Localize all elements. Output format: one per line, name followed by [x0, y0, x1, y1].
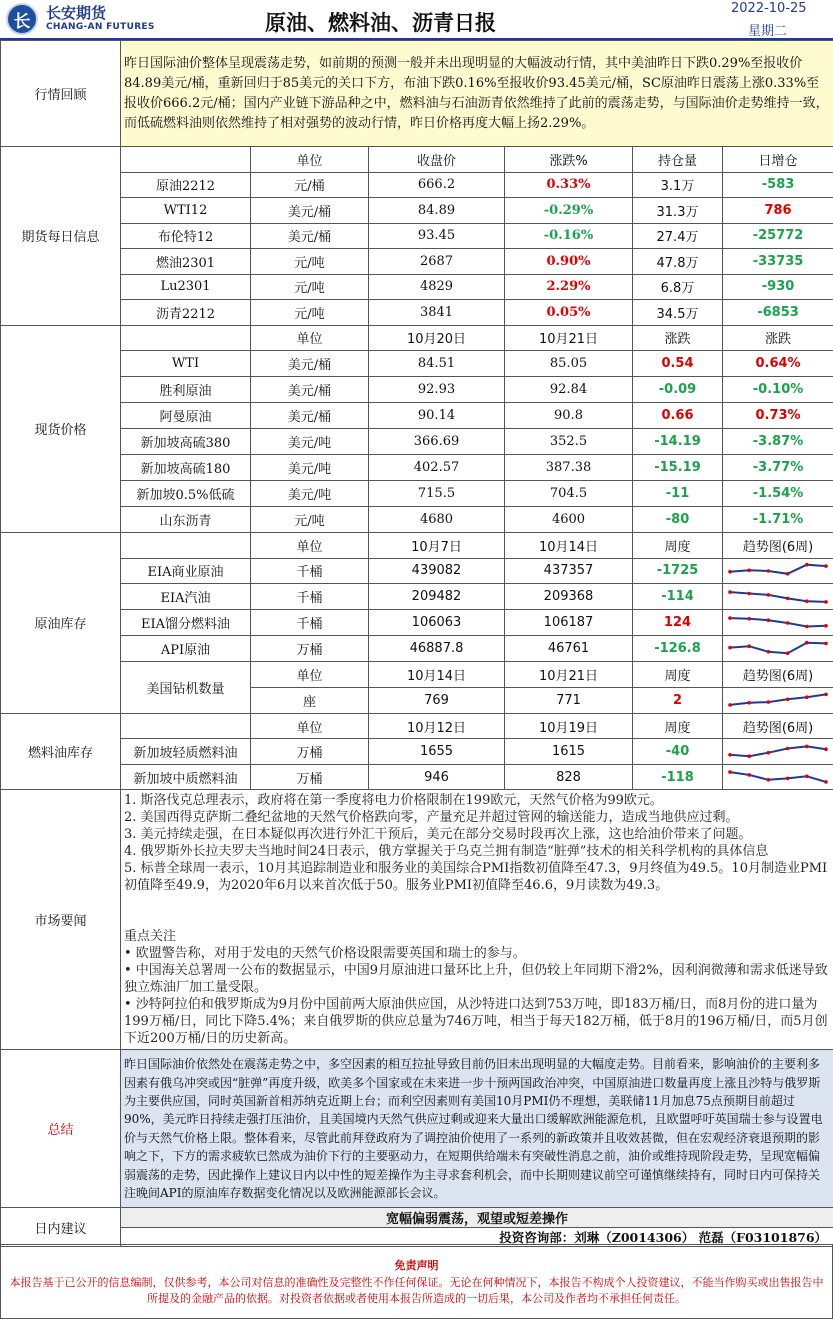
fuel-inventory-d2: 1615 [505, 739, 633, 765]
table-row [1, 610, 833, 636]
futures-change-pct: 0.05% [505, 300, 633, 326]
spot-change-pct: -1.71% [723, 506, 833, 532]
futures-open-interest: 34.5万 [633, 300, 723, 326]
sparkline-point [824, 780, 828, 784]
sparkline-point [805, 641, 809, 645]
sparkline-point [786, 777, 790, 781]
inventory-trend-sparkline [726, 560, 830, 582]
inventory-unit: 万桶 [251, 636, 369, 662]
report-date: 2022-10-25 [731, 1, 807, 16]
section-label-review: 行情回顾 [1, 41, 121, 147]
sparkline-point [786, 746, 790, 750]
column-header: 单位 [251, 532, 369, 558]
section-label-futures: 期货每日信息 [1, 147, 121, 326]
rig-weekly-change: 2 [633, 687, 723, 713]
futures-daily-oi-change: -930 [723, 274, 833, 300]
futures-close: 4829 [369, 274, 505, 300]
inventory-unit: 千桶 [251, 584, 369, 610]
sparkline-point [728, 616, 732, 620]
section-label-fuel-inventory: 燃料油库存 [1, 713, 121, 790]
fuel-inventory-weekly-change: -40 [633, 739, 723, 765]
spot-price-d2: 90.8 [505, 403, 633, 429]
column-header: 涨跌 [723, 325, 833, 351]
inventory-trend-sparkline [726, 612, 830, 634]
rig-d2: 771 [505, 687, 633, 713]
futures-unit: 美元/桶 [251, 198, 369, 224]
sparkline-point [767, 650, 771, 654]
column-header: 10月21日 [505, 325, 633, 351]
inventory-unit: 千桶 [251, 558, 369, 584]
spot-change: -11 [633, 480, 723, 506]
table-row [1, 249, 833, 275]
futures-close: 93.45 [369, 223, 505, 249]
futures-daily-oi-change: 786 [723, 198, 833, 224]
sparkline-point [747, 592, 751, 596]
table-row [1, 403, 833, 429]
futures-name: 燃油2301 [121, 249, 251, 275]
table-row [1, 300, 833, 326]
spot-price-d2: 92.84 [505, 377, 633, 403]
inventory-trend-cell [723, 558, 833, 584]
sparkline-point [728, 753, 732, 757]
sparkline-point [824, 747, 828, 751]
column-header: 10月14日 [369, 662, 505, 688]
table-row [1, 1050, 833, 1208]
inventory-weekly-change: -1725 [633, 558, 723, 584]
inventory-name: API原油 [121, 636, 251, 662]
column-header: 10月7日 [369, 532, 505, 558]
empty-header-cell [121, 713, 251, 739]
spot-change: 0.54 [633, 351, 723, 377]
sparkline-point [728, 704, 732, 708]
spot-unit: 元/吨 [251, 506, 369, 532]
futures-open-interest: 6.8万 [633, 274, 723, 300]
sparkline-line [730, 592, 826, 602]
inventory-unit: 千桶 [251, 610, 369, 636]
sparkline-line [730, 746, 826, 756]
sparkline-point [747, 644, 751, 648]
table-row [1, 351, 833, 377]
fuel-inventory-trend-cell [723, 764, 833, 790]
spot-unit: 美元/吨 [251, 480, 369, 506]
column-header: 单位 [251, 662, 369, 688]
inventory-d1: 46887.8 [369, 636, 505, 662]
table-row [1, 429, 833, 455]
spot-name: 新加坡高硫380 [121, 429, 251, 455]
report-title: 原油、燃料油、沥青日报 [265, 11, 496, 35]
futures-close: 666.2 [369, 172, 505, 198]
disclaimer-text: 本报告基于已公开的信息编制，仅供参考，本公司对信息的准确性及完整性不作任何保证。无论在何种情况下，本报告不构成个人投资建议，不能当作购买或出售报告中所提及的金融产品的依据。对投资者依据或者使用本报告所造成的一切后果，本公司及作者均不承担任何责任。 [9, 1276, 824, 1305]
futures-close: 3841 [369, 300, 505, 326]
sparkline-point [824, 624, 828, 628]
sparkline-point [805, 775, 809, 779]
company-name-cn: 长安期货 [46, 4, 107, 22]
spot-name: 阿曼原油 [121, 403, 251, 429]
section-label-advice: 日内建议 [1, 1208, 121, 1247]
focus-item: • 沙特阿拉伯和俄罗斯成为9月份中国前两大原油供应国，从沙特进口达到753万吨，即183万桶/日，而8月份的进口量为199万桶/日，同比下降5.4%；来自俄罗斯的供应总量为746万吨，相当于每天182万桶，低于8月的196万桶/日，而5月创下近200万桶/日的历史新高。 [124, 997, 828, 1047]
fuel-inventory-d2: 828 [505, 764, 633, 790]
sparkline-point [767, 593, 771, 597]
spot-change: 0.66 [633, 403, 723, 429]
column-header: 趋势图(6周) [723, 662, 833, 688]
column-header: 单位 [251, 325, 369, 351]
rig-trend-sparkline [726, 689, 830, 711]
futures-name: WTI12 [121, 198, 251, 224]
rig-unit: 座 [251, 687, 369, 713]
section-label-crude-inventory: 原油库存 [1, 532, 121, 713]
table-row [1, 198, 833, 224]
futures-close: 84.89 [369, 198, 505, 224]
spot-unit: 美元/吨 [251, 454, 369, 480]
sparkline-point [786, 596, 790, 600]
news-item: 3. 美元持续走强，在日本疑似再次进行外汇干预后，美元在部分交易时段再次上涨，这也给油价带来了问题。 [124, 827, 752, 843]
sparkline-point [728, 770, 732, 774]
table-row [1, 147, 833, 173]
rig-trend-cell [723, 687, 833, 713]
spot-price-d1: 715.5 [369, 480, 505, 506]
column-header: 10月20日 [369, 325, 505, 351]
inventory-name: EIA汽油 [121, 584, 251, 610]
spot-price-d1: 366.69 [369, 429, 505, 455]
futures-unit: 元/吨 [251, 274, 369, 300]
sparkline-point [805, 563, 809, 567]
sparkline-point [786, 651, 790, 655]
spot-change-pct: -0.10% [723, 377, 833, 403]
table-row [1, 790, 833, 1050]
spot-price-d2: 352.5 [505, 429, 633, 455]
fuel-inventory-unit: 万桶 [251, 764, 369, 790]
spot-change: -80 [633, 506, 723, 532]
sparkline-point [786, 698, 790, 702]
sparkline-point [805, 696, 809, 700]
spot-unit: 美元/桶 [251, 377, 369, 403]
spot-change-pct: 0.64% [723, 351, 833, 377]
futures-name: 原油2212 [121, 172, 251, 198]
news-item: 2. 美国西得克萨斯二叠纪盆地的天然气价格跌向零，产量充足并超过管网的输送能力，造成当地供应过剩。 [124, 810, 739, 826]
spot-unit: 美元/桶 [251, 351, 369, 377]
sparkline-point [767, 618, 771, 622]
spot-price-d2: 4600 [505, 506, 633, 532]
focus-item: • 中国海关总署周一公布的数据显示，中国9月原油进口量环比上升，但仍较上年同期下滑2%，因利润微薄和需求低迷导致独立炼油厂加工量受限。 [124, 963, 828, 996]
column-header: 周度 [633, 713, 723, 739]
inventory-trend-sparkline [726, 586, 830, 608]
table-row [1, 480, 833, 506]
sparkline-point [747, 568, 751, 572]
sparkline-point [805, 599, 809, 603]
spot-change-pct: 0.73% [723, 403, 833, 429]
spot-name: 山东沥青 [121, 506, 251, 532]
sparkline-point [824, 693, 828, 697]
spot-change-pct: -3.87% [723, 429, 833, 455]
table-row [1, 223, 833, 249]
empty-header-cell [121, 325, 251, 351]
sparkline-line [730, 772, 826, 782]
spot-price-d2: 85.05 [505, 351, 633, 377]
inventory-d1: 209482 [369, 584, 505, 610]
inventory-trend-cell [723, 636, 833, 662]
fuel-inventory-name: 新加坡轻质燃料油 [121, 739, 251, 765]
sparkline-point [786, 572, 790, 576]
spot-unit: 美元/桶 [251, 403, 369, 429]
futures-change-pct: -0.16% [505, 223, 633, 249]
futures-unit: 元/吨 [251, 249, 369, 275]
table-row [1, 274, 833, 300]
sparkline-point [728, 570, 732, 574]
news-spacer [124, 894, 830, 928]
sparkline-point [747, 754, 751, 758]
disclaimer-title: 免责声明 [394, 1259, 439, 1272]
futures-daily-oi-change: -6853 [723, 300, 833, 326]
fuel-inventory-trend-cell [723, 739, 833, 765]
news-item: 1. 斯洛伐克总理表示，政府将在第一季度将电力价格限制在199欧元，天然气价格为99欧元。 [124, 793, 663, 809]
spot-unit: 美元/吨 [251, 429, 369, 455]
column-header: 周度 [633, 662, 723, 688]
spot-change: -14.19 [633, 429, 723, 455]
column-header: 10月21日 [505, 662, 633, 688]
futures-unit: 美元/桶 [251, 223, 369, 249]
futures-open-interest: 3.1万 [633, 172, 723, 198]
sparkline-line [730, 618, 826, 626]
disclaimer [0, 1244, 833, 1319]
sparkline-point [824, 564, 828, 568]
inventory-d1: 106063 [369, 610, 505, 636]
futures-name: 沥青2212 [121, 300, 251, 326]
futures-open-interest: 27.4万 [633, 223, 723, 249]
spot-price-d1: 402.57 [369, 454, 505, 480]
futures-change-pct: 0.90% [505, 249, 633, 275]
column-header: 趋势图(6周) [723, 532, 833, 558]
column-header: 10月19日 [505, 713, 633, 739]
spot-name: 新加坡0.5%低硫 [121, 480, 251, 506]
company-name-en: CHANG-AN FUTURES [46, 22, 155, 32]
section-label-spot: 现货价格 [1, 325, 121, 532]
futures-change-pct: -0.29% [505, 198, 633, 224]
column-header: 日增仓 [723, 147, 833, 173]
column-header: 收盘价 [369, 147, 505, 173]
sparkline-point [767, 569, 771, 573]
spot-price-d1: 84.51 [369, 351, 505, 377]
section-label-news: 市场要闻 [1, 790, 121, 1050]
sparkline-point [824, 600, 828, 604]
futures-open-interest: 31.3万 [633, 198, 723, 224]
column-header: 10月14日 [505, 532, 633, 558]
fuel-inventory-d1: 946 [369, 764, 505, 790]
rig-count-name: 美国钻机数量 [121, 662, 251, 714]
news-item: 4. 俄罗斯外长拉夫罗夫当地时间24日表示，俄方掌握关于乌克兰拥有制造“脏弹”技术的相关科学机构的具体信息 [124, 844, 769, 860]
spot-change-pct: -3.77% [723, 454, 833, 480]
fuel-inventory-name: 新加坡中质燃料油 [121, 764, 251, 790]
column-header: 单位 [251, 147, 369, 173]
sparkline-line [730, 695, 826, 706]
inventory-weekly-change: -126.8 [633, 636, 723, 662]
fuel-inventory-trend-sparkline [726, 741, 830, 763]
futures-close: 2687 [369, 249, 505, 275]
futures-unit: 元/桶 [251, 172, 369, 198]
table-row [1, 713, 833, 739]
inventory-d2: 209368 [505, 584, 633, 610]
spot-price-d1: 4680 [369, 506, 505, 532]
sparkline-point [805, 624, 809, 628]
fuel-inventory-weekly-change: -118 [633, 764, 723, 790]
inventory-trend-cell [723, 584, 833, 610]
spot-price-d1: 90.14 [369, 403, 505, 429]
column-header: 单位 [251, 713, 369, 739]
sparkline-point [767, 701, 771, 705]
fuel-inventory-trend-sparkline [726, 766, 830, 788]
empty-header-cell [121, 532, 251, 558]
table-row [1, 764, 833, 790]
table-row [1, 558, 833, 584]
report-header [0, 0, 833, 40]
fuel-inventory-d1: 1655 [369, 739, 505, 765]
inventory-trend-sparkline [726, 638, 830, 660]
inventory-name: EIA商业原油 [121, 558, 251, 584]
table-row [1, 636, 833, 662]
inventory-d2: 106187 [505, 610, 633, 636]
futures-open-interest: 47.8万 [633, 249, 723, 275]
sparkline-point [767, 778, 771, 782]
futures-daily-oi-change: -25772 [723, 223, 833, 249]
spot-change: -0.09 [633, 377, 723, 403]
analyst-info: 投资咨询部：刘琳（Z0014306） 范磊（F03101876） [121, 1228, 833, 1247]
focus-title: 重点关注 [124, 929, 177, 945]
futures-change-pct: 2.29% [505, 274, 633, 300]
futures-name: 布伦特12 [121, 223, 251, 249]
company-logo-icon: 长 [6, 3, 38, 35]
sparkline-line [730, 565, 826, 574]
focus-item: • 欧盟警告称，对用于发电的天然气价格设限需要英国和瑞士的参与。 [124, 946, 526, 962]
table-row [1, 377, 833, 403]
sparkline-point [747, 701, 751, 705]
table-row [1, 1208, 833, 1228]
spot-price-d2: 704.5 [505, 480, 633, 506]
sparkline-point [786, 621, 790, 625]
sparkline-point [805, 744, 809, 748]
inventory-name: EIA馏分燃料油 [121, 610, 251, 636]
news-item: 5. 标普全球周一表示，10月其追踪制造业和服务业的美国综合PMI指数初值降至47.3，9月终值为49.5。10月制造业PMI初值降至49.9，为2020年6月以来首次低于50。服务业PMI初值降至46.6，9月读数为49.3。 [124, 861, 828, 894]
column-header: 持仓量 [633, 147, 723, 173]
table-row [1, 172, 833, 198]
report-weekday: 星期二 [748, 24, 788, 39]
sparkline-point [767, 751, 771, 755]
report-table [0, 40, 833, 1247]
inventory-d2: 437357 [505, 558, 633, 584]
spot-change-pct: -1.54% [723, 480, 833, 506]
inventory-weekly-change: 124 [633, 610, 723, 636]
sparkline-point [747, 773, 751, 777]
spot-name: WTI [121, 351, 251, 377]
table-row [1, 506, 833, 532]
sparkline-point [747, 617, 751, 621]
sparkline-point [728, 645, 732, 649]
spot-price-d1: 92.93 [369, 377, 505, 403]
futures-name: Lu2301 [121, 274, 251, 300]
spot-name: 胜利原油 [121, 377, 251, 403]
futures-daily-oi-change: -33735 [723, 249, 833, 275]
inventory-weekly-change: -114 [633, 584, 723, 610]
inventory-trend-cell [723, 610, 833, 636]
rig-d1: 769 [369, 687, 505, 713]
inventory-d1: 439082 [369, 558, 505, 584]
spot-change: -15.19 [633, 454, 723, 480]
sparkline-line [730, 642, 826, 653]
empty-header-cell [121, 147, 251, 173]
column-header: 涨跌% [505, 147, 633, 173]
inventory-d2: 46761 [505, 636, 633, 662]
fuel-inventory-unit: 万桶 [251, 739, 369, 765]
futures-daily-oi-change: -583 [723, 172, 833, 198]
section-label-summary: 总结 [1, 1050, 121, 1208]
table-row [1, 325, 833, 351]
column-header: 趋势图(6周) [723, 713, 833, 739]
table-row [1, 532, 833, 558]
futures-change-pct: 0.33% [505, 172, 633, 198]
review-text: 昨日国际油价整体呈现震荡走势，如前期的预测一般并未出现明显的大幅波动行情，其中美油昨日下跌0.29%至报收价84.89美元/桶，重新回归于85美元的关口下方，布油下跌0.16%至报收价93.45美元/桶，SC原油昨日震荡上涨0.33%至报收价666.2元/桶；国内产业链下游品种之中，燃料油与石油沥青依然维持了此前的震荡走势，与国际油价走势维持一致，而低硫燃料油则依然维持了相对强势的波动行情，昨日价格再度大幅上扬2.29%。 [121, 41, 833, 147]
futures-unit: 元/吨 [251, 300, 369, 326]
news-block [121, 790, 833, 1050]
sparkline-point [728, 590, 732, 594]
table-row [1, 454, 833, 480]
column-header: 涨跌 [633, 325, 723, 351]
spot-price-d2: 387.38 [505, 454, 633, 480]
advice-text: 宽幅偏弱震荡，观望或短差操作 [121, 1208, 833, 1228]
sparkline-point [824, 641, 828, 645]
table-row [1, 662, 833, 688]
spot-name: 新加坡高硫180 [121, 454, 251, 480]
column-header: 周度 [633, 532, 723, 558]
column-header: 10月12日 [369, 713, 505, 739]
table-row [1, 739, 833, 765]
table-row [1, 584, 833, 610]
summary-text: 昨日国际油价依然处在震荡走势之中，多空因素的相互拉扯导致目前仍旧未出现明显的大幅度走势。目前看来，影响油价的主要利多因素有俄乌冲突或因“脏弹”再度升级，欧美多个国家或在未来进一步十预两国政治冲突，中国原油进口数量再度上涨且沙特与俄罗斯为主要供应国，同时英国新首相苏纳克近期上台；而利空因素则有美国10月PMI仍不理想，美联储11月加息75点预期目前超过90%，美元昨日持续走强打压油价，且美国境内天然气供应过剩或迎来大量出口缓解欧洲能源危机，且欧盟呼吁英国瑞士参与设置电价与天然气价格上限。整体看来，尽管此前拜登政府为了调控油价使用了一系列的新政策并且收效甚微，但在宏观经济衰退预期的影响之下，下方的需求疲软已然成为油价下行的主要驱动力，在短期供给端未有突破性消息之前，油价或维持现阶段走势，呈现宽幅偏弱震荡的走势，因此操作上建议日内以中性的短差操作为主寻求套利机会，而中长期则建议前空可谨慎继续持有，同时日内可保持关注晚间API的原油库存数据变化情况以及欧洲能源部长会议。 [121, 1050, 833, 1208]
